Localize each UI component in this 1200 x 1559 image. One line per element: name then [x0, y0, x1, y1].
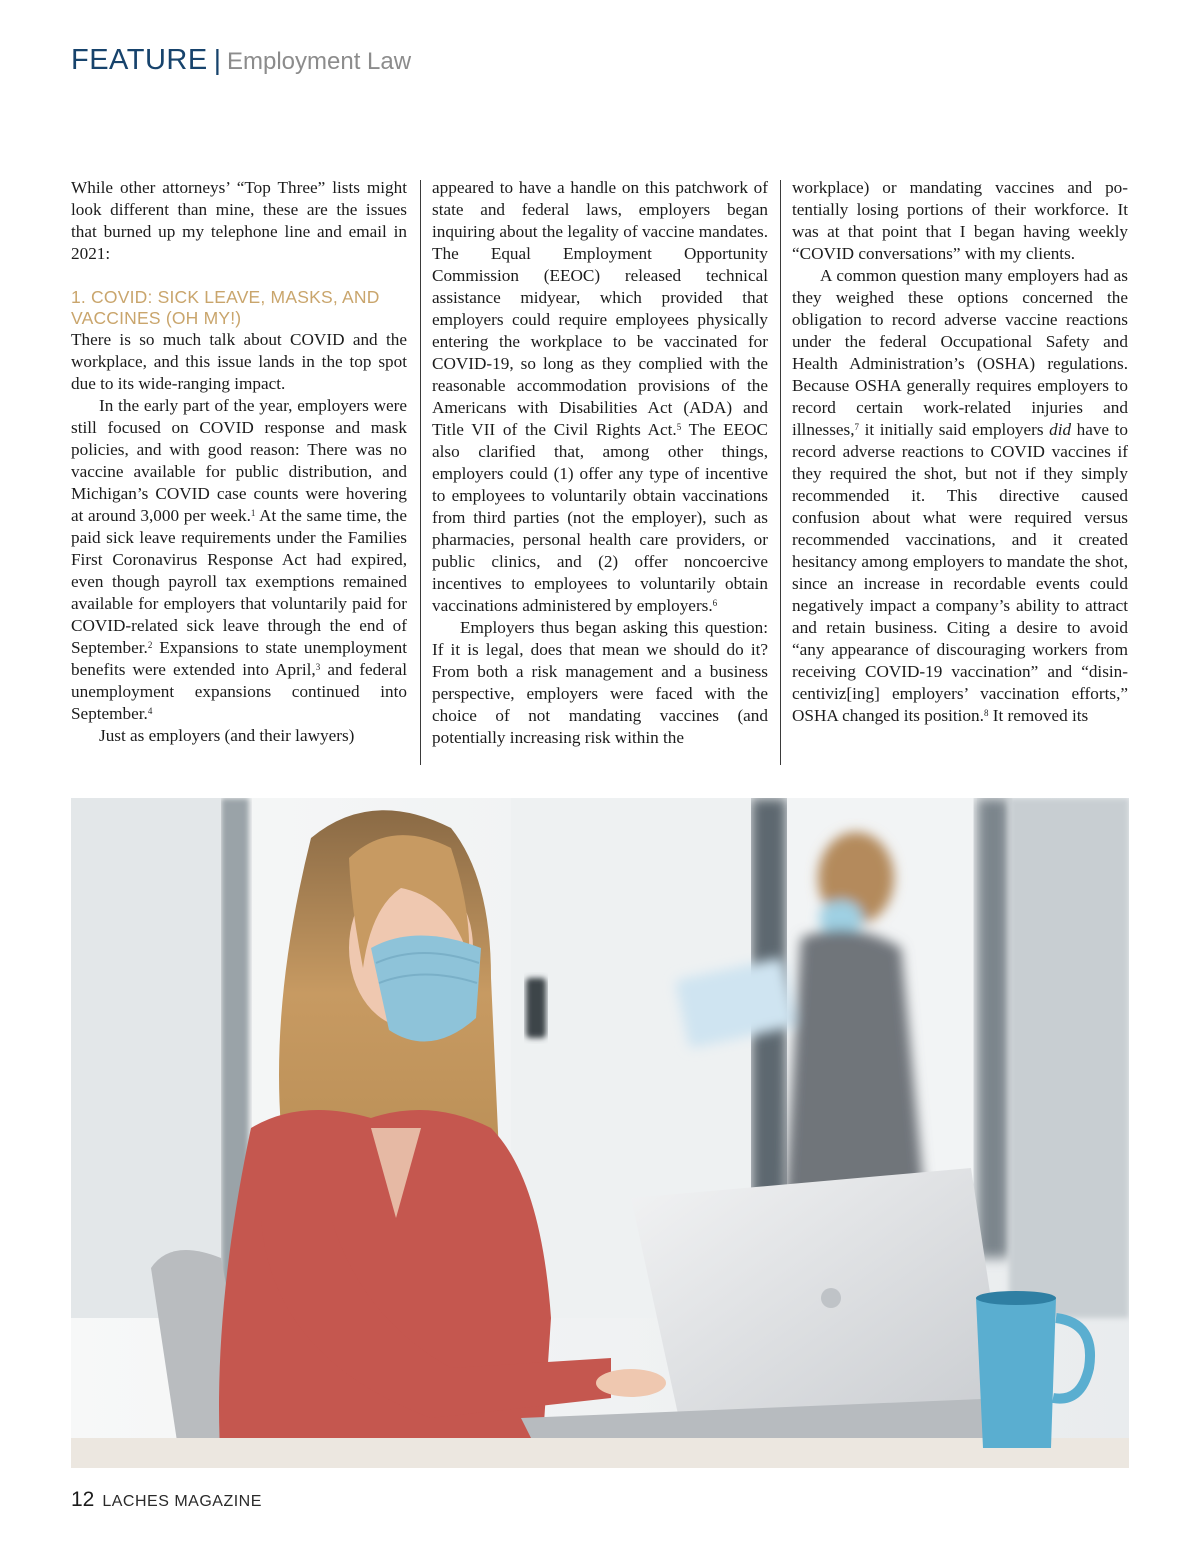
paragraph-text: and federal unemployment expansions continued into September. — [71, 660, 407, 723]
paragraph-text: have to record adverse reactions to COVID vaccines if they required the shot, but not if they simply recommended it. This directive caused confusion about what were required versus recommended vaccinations, and it created hesitancy among employers to mandate the shot, since an increase in recordable events could negatively impact a company’s ability to attract and retain business. Citing a desire to avoid “any appearance of discouraging workers from receiving COVID-19 vaccination” and “disincentiviz[ing] employers’ vaccination efforts,” OSHA changed its position. — [792, 420, 1128, 725]
paragraph-text: Expansions to state unemployment benefits were extended into April, — [71, 638, 407, 679]
paragraph-text: It removed its — [988, 706, 1089, 725]
paragraph-text: In the early part of the year, employers were still focused on COVID response and mask policies, and with good reason: There was no vaccine available for public distribution, and Michigan’s COVID case counts were hovering at around 3,000 per week. — [71, 396, 407, 525]
article-column-3 — [792, 177, 1128, 727]
column-divider — [780, 180, 781, 765]
column-divider — [420, 180, 421, 765]
header-feature-label: FEATURE — [71, 44, 208, 76]
article-column-2 — [432, 177, 768, 749]
body-paragraph: Just as employers (and their lawyers) — [99, 726, 355, 745]
paragraph-text: The EEOC also clarified that, among other things, employers could (1) offer any type of incentive to employees to voluntarily obtain vaccinations from third parties (not the employer), such as pharmacies, personal health care providers, or public clinics, and (2) offer noncoercive incentives to employees to voluntarily obtain vaccinations administered by employers. — [432, 420, 768, 615]
page-header — [71, 44, 411, 77]
magazine-name: LACHES MAGAZINE — [102, 1493, 262, 1510]
body-paragraph — [792, 265, 1128, 727]
paragraph-text: At the same time, the paid sick leave requirements under the Families First Coronavirus Response Act had expired, even though payroll tax exemptions remained available for employers that voluntarily paid for COVID-related sick leave through the end of September. — [71, 506, 407, 657]
footnote-marker[interactable]: 3 — [315, 662, 321, 672]
header-section-label: Employment Law — [226, 48, 412, 75]
photo-illustration — [71, 798, 1129, 1468]
footnote-marker[interactable]: 7 — [854, 422, 860, 432]
footnote-marker[interactable]: 6 — [712, 598, 718, 608]
photo-woman-mask-laptop-icon — [71, 798, 1129, 1468]
footnote-marker[interactable]: 1 — [250, 508, 256, 518]
header-divider: | — [213, 44, 221, 75]
section-subhead: 1. COVID: SICK LEAVE, MASKS, AND VACCINES (OH MY!) — [71, 287, 380, 328]
paragraph-text: appeared to have a handle on this patchwork of state and federal laws, employers began inquiring about the legality of vaccine mandates. The Equal Employment Opportunity Commission (EEOC) released technical assistance midyear, which provided that employers could require employees physically entering the workplace to be vaccinated for COVID-19, so long as they complied with the reasonable accommodation provisions of the Americans with Disabilities Act (ADA) and Title VII of the Civil Rights Act. — [432, 178, 768, 439]
paragraph-text: it initially said employers — [859, 420, 1050, 439]
emphasis-text: did — [1049, 420, 1072, 439]
body-paragraph: There is so much talk about COVID and the workplace, and this issue lands in the top spot due to its wide-ranging impact. — [71, 330, 407, 393]
body-paragraph: Employers thus began asking this question: If it is legal, does that mean we should do it? From both a risk management and a business perspective, employers were faced with the choice of not mandating vaccines (and potentially increasing risk within the — [432, 618, 768, 747]
footnote-marker[interactable]: 5 — [676, 422, 682, 432]
paragraph-text: A common question many employers had as they weighed these options concerned the obligation to record adverse vaccine reactions under the federal Occupational Safety and Health Administration’s (OSHA) regulations. Because OSHA generally requires employers to record certain work-related injuries and illnesses, — [792, 266, 1128, 439]
page-number: 12 — [71, 1488, 95, 1511]
body-paragraph — [432, 177, 768, 617]
body-paragraph: workplace) or mandating vaccines and potentially losing portions of their workforce. It was at that point that I began having weekly “COVID conversations” with my clients. — [792, 178, 1128, 263]
footnote-marker[interactable]: 8 — [983, 708, 989, 718]
intro-paragraph: While other attorneys’ “Top Three” lists might look different than mine, these are the issues that burned up my telephone line and email in 2021: — [71, 178, 407, 263]
footnote-marker[interactable]: 4 — [147, 706, 153, 716]
article-column-1 — [71, 177, 407, 747]
footnote-marker[interactable]: 2 — [147, 640, 153, 650]
page-footer — [71, 1488, 262, 1512]
body-paragraph — [71, 395, 407, 725]
